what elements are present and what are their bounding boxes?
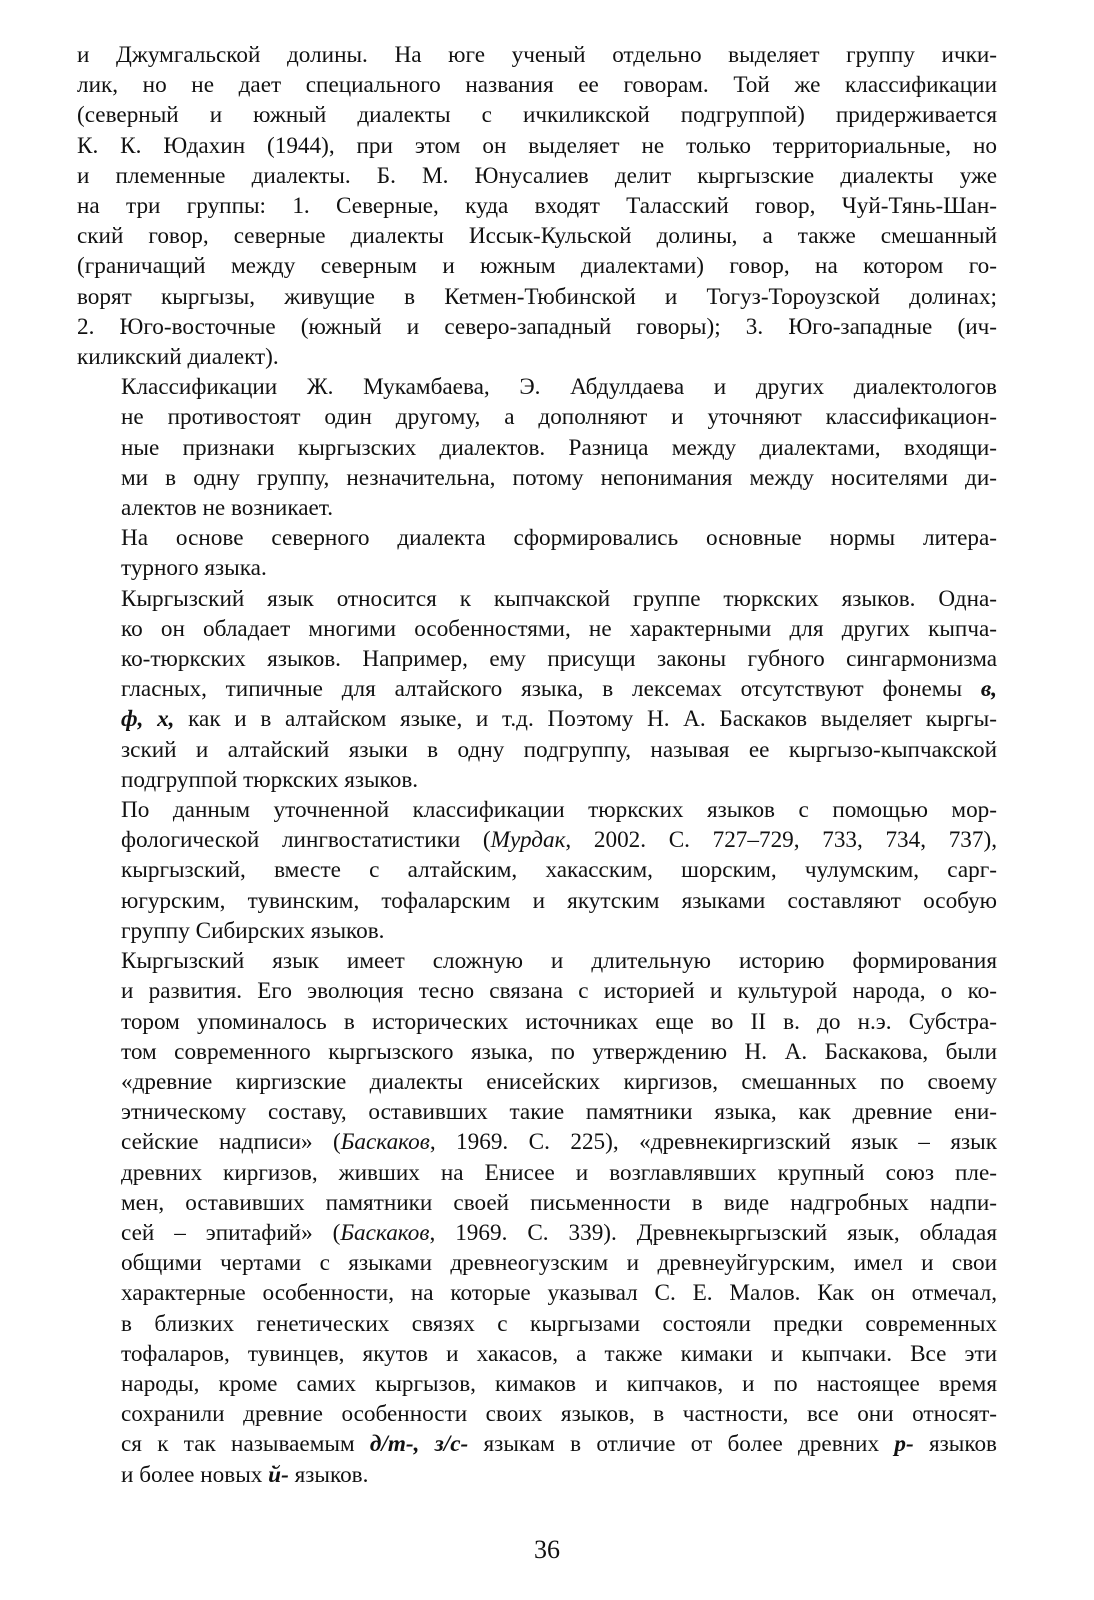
text-line: и развития. Его эволюция тесно связана с историей и культурой народа, о ко- bbox=[121, 978, 997, 1005]
citation-author: Мурдак bbox=[490, 827, 566, 854]
text-line: в близких генетических связях с кыргызами состояли предки современных bbox=[121, 1310, 997, 1337]
text-line: гласных, типичные для алтайского языка, в лексемах отсутствуют фонемы в, bbox=[121, 676, 997, 703]
paragraph bbox=[77, 584, 997, 795]
text-line: тором упоминалось в исторических источниках еще во II в. до н.э. Субстра- bbox=[121, 1008, 997, 1035]
text-line: зский и алтайский языки в одну подгруппу, называя ее кыргызо-кыпчакской bbox=[121, 736, 997, 763]
paragraph bbox=[77, 795, 997, 946]
text-line: характерные особенности, на которые указывал С. Е. Малов. Как он отмечал, bbox=[121, 1280, 997, 1307]
text-line: (граничащий между северным и южным диалектами) говор, на котором го- bbox=[77, 253, 997, 280]
text-line: На основе северного диалекта сформировались основные нормы литера- bbox=[121, 525, 997, 552]
text-line: Классификации Ж. Мукамбаева, Э. Абдулдаева и других диалектологов bbox=[121, 374, 997, 401]
text-line: ф, х, как и в алтайском языке, и т.д. Поэтому Н. А. Баскаков выделяет кыргы- bbox=[121, 706, 997, 733]
text-line: группу Сибирских языков. bbox=[121, 917, 385, 944]
linguistic-symbol: р- bbox=[894, 1431, 914, 1458]
text-line: К. К. Юдахин (1944), при этом он выделяет не только территориальные, но bbox=[77, 132, 997, 159]
text-line: этническому составу, оставивших такие памятники языка, как древние ени- bbox=[121, 1099, 997, 1126]
text-line: мен, оставивших памятники своей письменности в виде надгробных надпи- bbox=[121, 1189, 997, 1216]
text-line: фологической лингвостатистики (Мурдак, 2002. С. 727–729, 733, 734, 737), bbox=[121, 827, 997, 854]
text-line: сей – эпитафий» (Баскаков, 1969. С. 339). Древнекыргызский язык, обладая bbox=[121, 1219, 997, 1246]
text-line: турного языка. bbox=[121, 555, 267, 582]
text-line: югурским, тувинским, тофаларским и якутским языками составляют особую bbox=[121, 887, 997, 914]
text-line: ми в одну группу, незначительна, потому непонимания между носителями ди- bbox=[121, 464, 997, 491]
text-line: киликский диалект). bbox=[77, 344, 279, 371]
text-line: сейские надписи» (Баскаков, 1969. С. 225), «древнекиргизский язык – язык bbox=[121, 1129, 997, 1156]
linguistic-symbol: з/с- bbox=[434, 1431, 469, 1458]
text-line: ский говор, северные диалекты Иссык-Кульской долины, а также смешанный bbox=[77, 223, 997, 250]
text-line: Кыргызский язык относится к кыпчакской группе тюркских языков. Одна- bbox=[121, 585, 997, 612]
paragraph bbox=[77, 372, 997, 523]
text-line: подгруппой тюркских языков. bbox=[121, 766, 419, 793]
text-line: ко-тюркских языков. Например, ему присущи законы губного сингармонизма bbox=[121, 646, 997, 673]
text-line: не противостоят один другому, а дополняют и уточняют классификацион- bbox=[121, 404, 997, 431]
text-line: народы, кроме самих кыргызов, кимаков и кипчаков, и по настоящее время bbox=[121, 1370, 997, 1397]
linguistic-symbol: д/т-, bbox=[369, 1431, 420, 1458]
text-line: сохранили древние особенности своих языков, в частности, все они относят- bbox=[121, 1401, 997, 1428]
citation-author: Баскаков bbox=[340, 1219, 430, 1246]
text-line: древних киргизов, живших на Енисее и возглавлявших крупный союз пле- bbox=[121, 1159, 997, 1186]
text-line: ко он обладает многими особенностями, не характерными для других кыпча- bbox=[121, 615, 997, 642]
linguistic-symbol: ф, х, bbox=[121, 706, 175, 733]
citation-author: Баскаков bbox=[340, 1129, 430, 1156]
paragraph bbox=[77, 946, 997, 1490]
text-line: на три группы: 1. Северные, куда входят Таласский говор, Чуй-Тянь-Шан- bbox=[77, 193, 997, 220]
text-line: и племенные диалекты. Б. М. Юнусалиев делит кыргызские диалекты уже bbox=[77, 162, 997, 189]
text-line: ся к так называемым д/т-, з/с- языкам в отличие от более древних р- языков bbox=[121, 1431, 997, 1458]
page-number: 36 bbox=[534, 1535, 560, 1564]
text-line: и Джумгальской долины. На юге ученый отдельно выделяет группу ички- bbox=[77, 42, 997, 68]
text-line: Кыргызский язык имеет сложную и длительную историю формирования bbox=[121, 948, 997, 975]
paragraph bbox=[77, 40, 997, 372]
text-line: «древние киргизские диалекты енисейских киргизов, смешанных по своему bbox=[121, 1068, 997, 1095]
text-line: (северный и южный диалекты с ичкиликской подгруппой) придерживается bbox=[77, 102, 997, 129]
linguistic-symbol: й- bbox=[268, 1461, 289, 1488]
text-line: тофаларов, тувинцев, якутов и хакасов, а также кимаки и кыпчаки. Все эти bbox=[121, 1340, 997, 1367]
text-line: 2. Юго-восточные (южный и северо-западный говоры); 3. Юго-западные (ич- bbox=[77, 313, 997, 340]
text-line: кыргызский, вместе с алтайским, хакасским, шорским, чулумским, сарг- bbox=[121, 857, 997, 884]
text-line: ные признаки кыргызских диалектов. Разница между диалектами, входящи- bbox=[121, 434, 997, 461]
text-line: По данным уточненной классификации тюркских языков с помощью мор- bbox=[121, 797, 997, 824]
text-line: том современного кыргызского языка, по утверждению Н. А. Баскакова, были bbox=[121, 1038, 997, 1065]
text-line: ворят кыргызы, живущие в Кетмен-Тюбинской и Тогуз-Тороузской долинах; bbox=[77, 283, 997, 310]
linguistic-symbol: в, bbox=[980, 676, 997, 703]
text-line: и более новых й- языков. bbox=[121, 1461, 369, 1488]
text-line: алектов не возникает. bbox=[121, 495, 334, 522]
page-body bbox=[77, 40, 997, 1490]
text-line: лик, но не дает специального названия ее говорам. Той же классификации bbox=[77, 72, 997, 99]
text-line: общими чертами с языками древнеогузским и древнеуйгурским, имел и свои bbox=[121, 1250, 997, 1277]
paragraph bbox=[77, 523, 997, 583]
